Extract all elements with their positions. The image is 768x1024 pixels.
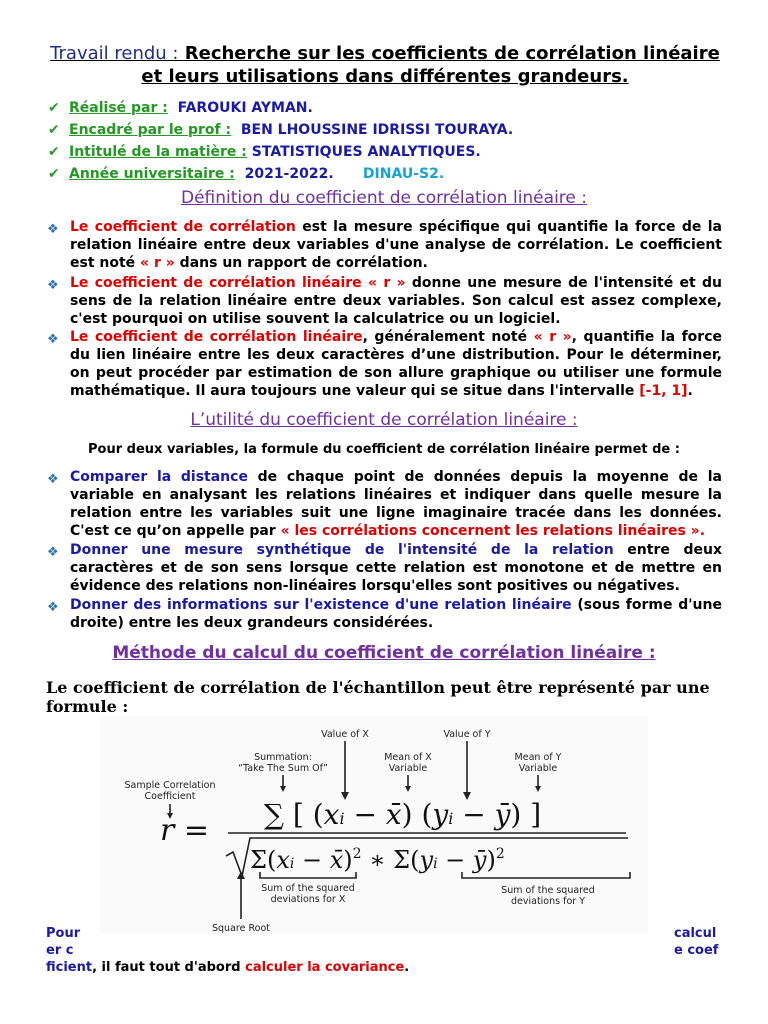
utility-item-1: Comparer la distance de chaque point de données depuis la moyenne de la variable en analysant les relations linéaires et indiquer dans quelle mesure la relation entre les variables suit une ligne imaginaire tracée dans les données. C'est ce qu’on appelle par « les corrélations concernent les relations linéaires ». <box>70 469 722 539</box>
diamond-bullet-icon: ❖ <box>47 332 59 347</box>
definition-item-2: Le coefficient de corrélation linéaire « r » donne une mesure de l'intensité et du sens de la relation linéaire entre deux variables. Son calcul est assez complexe, c'est pourquoi on utilise souvent la calculatrice ou un logiciel. <box>70 275 722 327</box>
info-author: ✔ Réalisé par : FAROUKI AYMAN. <box>48 97 513 119</box>
label-sample-sub: Coefficient <box>144 791 196 802</box>
correlation-formula-figure <box>100 716 648 934</box>
utility-intro: Pour deux variables, la formule du coefficient de corrélation linéaire permet de : <box>88 442 680 457</box>
footer-right: calcul e coef <box>674 926 719 958</box>
label-sum-sq-y: Sum of the squared <box>501 885 595 896</box>
info-list <box>48 97 513 185</box>
label-sum-sq-y-sub: deviations for Y <box>510 896 586 907</box>
section-heading-definition: Définition du coefficient de corrélation linéaire : <box>180 188 587 208</box>
formula-denominator: Σ(xi − x̄)$^2$ ∗ Σ(yi − ȳ)$^2$ <box>250 846 505 874</box>
label-value-x: Value of X <box>321 729 369 740</box>
label-mean-x-sub: Variable <box>388 763 428 774</box>
diamond-bullet-icon: ❖ <box>47 222 59 237</box>
label-mean-y: Mean of Y <box>514 752 562 763</box>
definition-item-3: Le coefficient de corrélation linéaire, généralement noté « r », quantifie la force du lien linéaire entre les deux caractères d’une distribution. Pour le déterminer, on peut procéder par estimation de son allure graphique ou utiliser une formule mathématique. Il aura toujours une valeur qui se situe dans l'intervalle [-1, 1]. <box>70 329 722 399</box>
label-mean-y-sub: Variable <box>518 763 558 774</box>
checkmark-icon: ✔ <box>48 100 60 116</box>
label-summation-sub: “Take The Sum Of” <box>238 763 328 774</box>
method-intro: Le coefficient de corrélation de l'échantillon peut être représenté par une formule : <box>46 678 710 716</box>
formula-r: r = <box>160 813 210 848</box>
diamond-bullet-icon: ❖ <box>47 472 59 487</box>
utility-item-2: Donner une mesure synthétique de l'intensité de la relation entre deux caractères et de son sens lorsque cette relation est monotone et de mettre en évidence des relations non-linéaires lorsqu'elles sont positives ou négatives. <box>70 542 722 594</box>
diamond-bullet-icon: ❖ <box>47 600 59 615</box>
label-value-y: Value of Y <box>443 729 491 740</box>
formula-numerator: ∑ [ (xi − x̄) (yi − ȳ) ] <box>264 798 542 831</box>
footer-line: ficient, il faut tout d'abord calculer la covariance. <box>46 960 410 975</box>
info-supervisor: ✔ Encadré par le prof : BEN LHOUSSINE IDRISSI TOURAYA. <box>48 119 513 141</box>
label-square-root: Square Root <box>212 923 270 934</box>
label-summation: Summation: <box>254 752 312 763</box>
definition-item-1: Le coefficient de corrélation est la mesure spécifique qui quantifie la force de la relation linéaire entre deux variables d'une analyse de corrélation. Le coefficient est noté « r » dans un rapport de corrélation. <box>70 219 722 271</box>
section-heading-method: Méthode du calcul du coefficient de corrélation linéaire : <box>112 643 656 663</box>
checkmark-icon: ✔ <box>48 166 60 182</box>
section-heading-utility: L’utilité du coefficient de corrélation linéaire : <box>190 410 578 430</box>
diamond-bullet-icon: ❖ <box>47 545 59 560</box>
footer-left: Pour er c <box>46 926 81 958</box>
utility-item-3: Donner des informations sur l'existence d'une relation linéaire (sous forme d'une droite) entre les deux grandeurs considérées. <box>70 597 722 631</box>
checkmark-icon: ✔ <box>48 144 60 160</box>
label-mean-x: Mean of X <box>384 752 432 763</box>
diamond-bullet-icon: ❖ <box>47 278 59 293</box>
checkmark-icon: ✔ <box>48 122 60 138</box>
label-sum-sq-x: Sum of the squared <box>261 883 355 894</box>
title-lead: Travail rendu : <box>50 43 179 64</box>
label-sample: Sample Correlation <box>124 780 216 791</box>
formula-svg <box>100 716 648 934</box>
page-title <box>40 42 730 88</box>
title-text: Recherche sur les coefficients de corrélation linéaire et leurs utilisations dans différentes grandeurs. <box>141 43 720 87</box>
label-sum-sq-x-sub: deviations for X <box>270 894 346 905</box>
info-year: ✔ Année universitaire : 2021-2022. DINAU-S2. <box>48 163 513 185</box>
info-subject: ✔ Intitulé de la matière : STATISTIQUES ANALYTIQUES. <box>48 141 513 163</box>
